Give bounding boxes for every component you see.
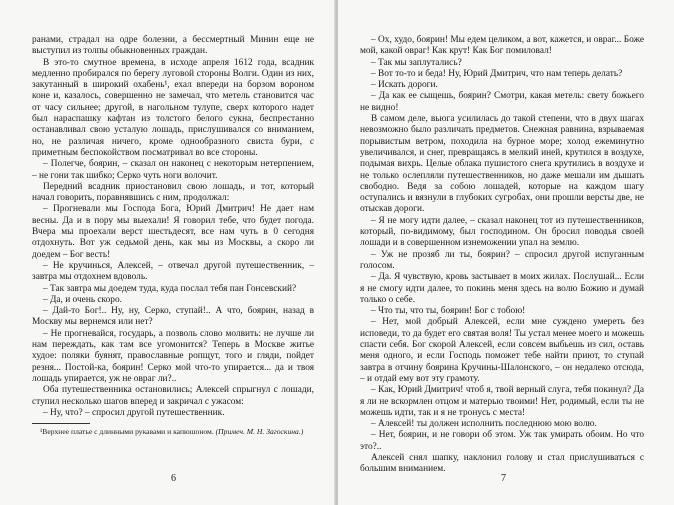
- paragraph: Оба путешественника остановились; Алексей спрыгнул с лошади, ступил несколько шагов вперед и закричал с ужасом:: [32, 385, 314, 407]
- page-number: 6: [171, 473, 176, 484]
- paragraph: Передний всадник приостановил свою лошадь, и тот, который начал говорить, поравнявшись с ним, продолжал:: [32, 181, 314, 204]
- left-page-text: [32, 35, 314, 419]
- paragraph: – Как, Юрий Дмитрич! чтоб я, твой верный слуга, тебя покинул? Да я ли не вскормлен отцом и матерью твоими! Нет, родимый, если ты не можешь идти, так и я не тронусь с места!: [360, 385, 644, 418]
- right-page: [338, 0, 674, 505]
- paragraph: – Да как ее сыщешь, боярин? Смотри, какая метель: свету божьего не видно!: [360, 91, 644, 113]
- paragraph: – Ох, худо, боярин! Мы едем целиком, а вот, кажется, и овраг... Боже мой, какой овраг! Как крут! Как Бог помиловал!: [360, 35, 644, 57]
- paragraph: – Да, и очень скоро.: [43, 294, 122, 305]
- paragraph: – Да. Я чувствую, кровь застывает в моих жилах. Послушай... Если я не смогу идти далее, то покинь меня здесь на волю Божию и думай только о себе.: [360, 272, 644, 305]
- paragraph: Алексей снял шапку, наклонил голову и стал прислушиваться с большим вниманием.: [360, 452, 644, 475]
- paragraph: – Прогневали мы Господа Бога, Юрий Дмитрич! Не дает нам весны. Да и в пору мы выехали! Я говорил тебе, что будет погода. Вчера мы проехали верст шестьдесят, все нам чуть в 0 сегодня отдохнуть. Вот уж седьмой день, как мы из Москвы, а скоро ли доедем – Бог весть!: [32, 204, 314, 260]
- paragraph: – Так мы заплутались?: [371, 57, 462, 68]
- footnote-source: (Примеч. М. Н. Загоскина.): [215, 427, 304, 436]
- page-number: 7: [501, 473, 506, 484]
- paragraph: – Не кручинься, Алексей, – отвечал другой путешественник, – завтра мы отдохнем вдоволь.: [32, 260, 314, 283]
- paragraph: – Нет, мой добрый Алексей, если мне суждено умереть без исповеди, то да будет его святая воля! Ты устал менее моего и можешь спасти себя. Бог скорой Алексей, если совсем выбьешь из сил, оставь меня одного, и если Господь поможет тебе найти приют, то ступай завтра в отчину боярина Кручины-Шалонского, – он недалеко отсюда, – и отдай ему вот эту грамоту.: [360, 317, 644, 384]
- paragraph: – Ну, что? – спросил другой путешественник.: [43, 407, 225, 418]
- footnote: [32, 427, 314, 437]
- paragraph: – Искать дороги.: [371, 80, 438, 91]
- paragraph: В это-то смутное времена, в исходе апреля 1612 года, всадник медленно пробирался по берегу луговой стороны Волги. Один из них, закутанный в широкий охабень¹, ехал впереди на борзом вороном коне и, казалось, совершенно не замечал, что метель становится час от часу сильнее; другой, в нагольном тулупе, сверх которого надет был нараспашку кафтан из толстого белого сукна, беспрестанно останавливал свою усталую лошадь, прислушивался со вниманием, но, не различая ничего, кроме однообразного свиста бури, с приметным беспокойством посматривал во все стороны.: [32, 57, 314, 158]
- paragraph: – Уж не прозяб ли ты, боярин? – спросил другой испуганным голосом.: [360, 249, 644, 271]
- footnote-text: ¹Верхнее платье с длинными рукавами и капюшоном.: [40, 427, 214, 436]
- paragraph: – Так завтра мы доедем туда, куда послал тебя пан Гонсевский?: [43, 283, 297, 294]
- paragraph: – Не прогневайся, государь, а позволь слово молвить: не лучше ли нам переждать, как там все угомонится? Теперь в Москве житье худое: поляки буянят, православные ропщут, того и гляди, пойдет резня... Постой-ка, боярин! Серко мой что-то упирается... да и твоя лошадь упирается, уж не овраг ли?..: [32, 328, 314, 384]
- left-page: [0, 0, 336, 505]
- paragraph: – Вот то-то и беда! Ну, Юрий Дмитрич, что нам теперь делать?: [371, 68, 623, 79]
- paragraph: ранами, страдал на одре болезни, а бессмертный Минин еще не выступил из толпы обыкновенных граждан.: [32, 35, 314, 57]
- paragraph: – Что ты, что ты, боярин! Бог с тобою!: [371, 306, 526, 317]
- paragraph: – Полегче, боярин, – сказал он наконец с некоторым нетерпением, – не гони так шибко; Серко чуть ноги волочит.: [32, 159, 314, 181]
- paragraph: – Нет, боярин, и не говори об этом. Уж так умирать обоим. Но что это?..: [360, 430, 644, 452]
- paragraph: – Я не могу идти далее, – сказал наконец тот из путешественников, который, по-видимому, был господином. Он бросил поводья своей лошади и в совершенном изнеможении упал на землю.: [360, 215, 644, 249]
- paragraph: – Дай-то Бог!.. Ну, ну, Серко, ступай!.. А что, боярин, назад в Москву мы вернемся или нет?: [32, 306, 314, 328]
- right-page-text: [360, 35, 644, 476]
- footnote-divider: [32, 423, 90, 424]
- paragraph: В самом деле, вьюга усилилась до такой степени, что в двух шагах невозможно было различать предметов. Снежная равнина, взрываемая порывистым ветром, походила на бурное море; холод ежеминутно увеличивался, и снег, превращаясь в мелкий иней, крутился в воздухе, подымая вихрь. Целые облака пушистого снега крутились в воздухе и не только ослепляли путешественников, но даже мешали им дышать свободно. Ведя за собою лошадей, которые на каждом шагу оступались и вязнули в глубоких сугробах, они прошли версты две, не отыскав дороги.: [360, 114, 644, 215]
- paragraph: – Алексей! ты должен исполнить последнюю мою волю.: [371, 419, 597, 430]
